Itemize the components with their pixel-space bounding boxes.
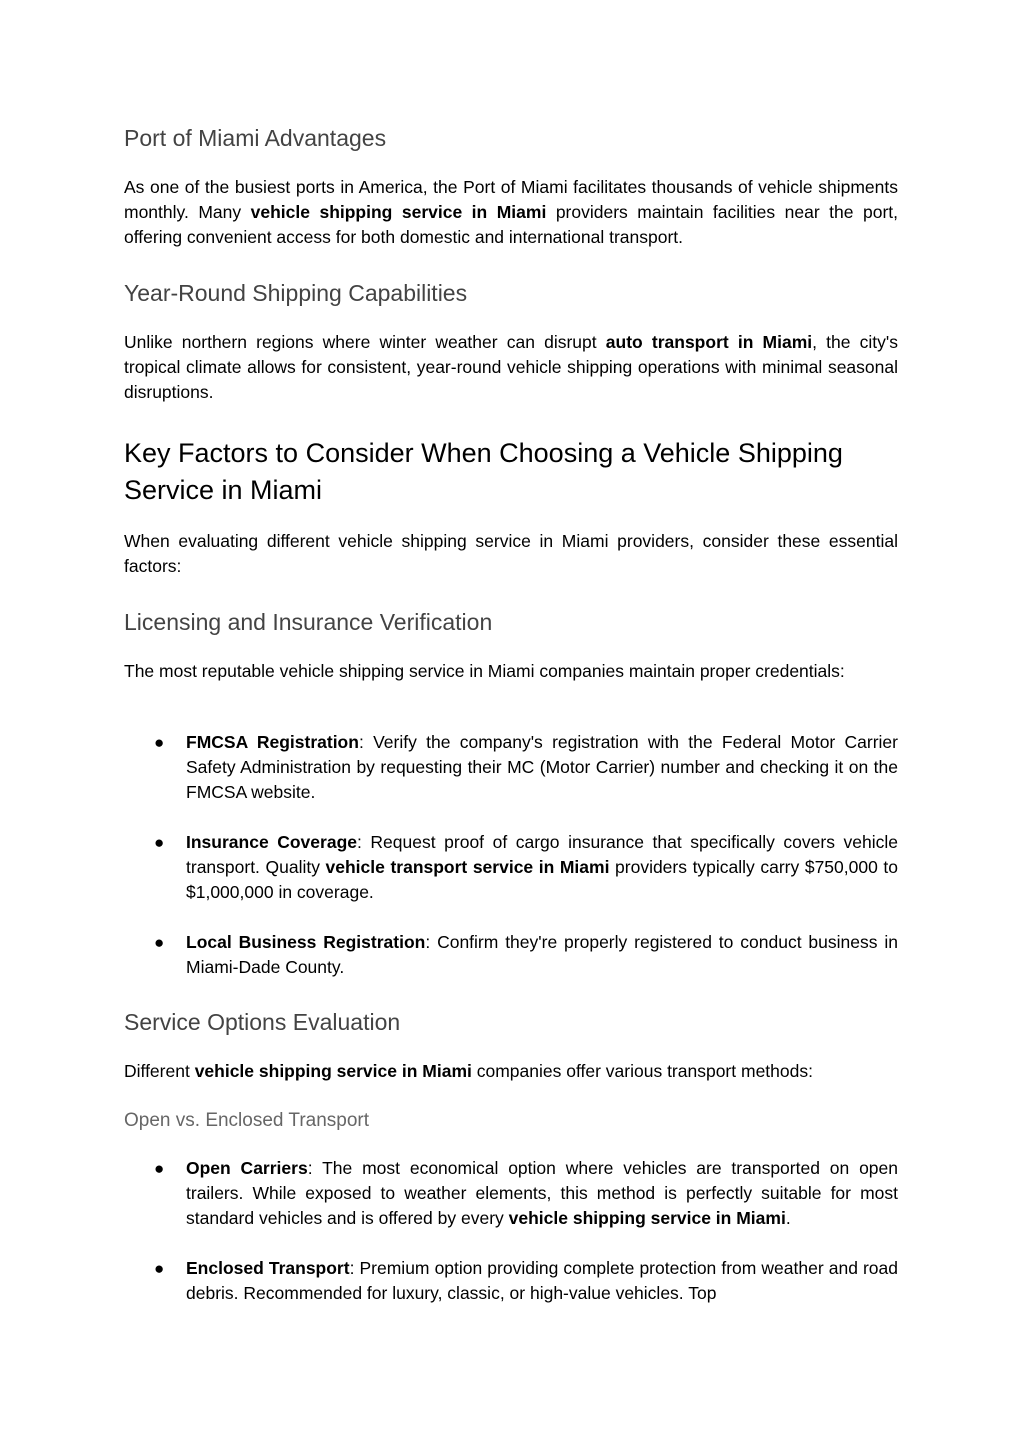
bullet-icon: ●	[154, 733, 165, 752]
bullet-text-1: : Confirm they're properly registered to conduct business in Miami-Dade County.	[186, 932, 898, 977]
port-heading: Port of Miami Advantages	[124, 125, 387, 151]
year-heading: Year-Round Shipping Capabilities	[124, 280, 468, 306]
port-para-text-2: providers maintain facilities near the port, offering convenient access for both domestic and international transport.	[124, 202, 899, 247]
bullet-text	[186, 830, 898, 905]
year-para-bold: auto transport in Miami	[605, 332, 813, 352]
bullet-bold-2: vehicle shipping service in Miami	[508, 1208, 786, 1228]
bullet-bold-2: vehicle transport service in Miami	[325, 857, 610, 877]
bullet-label: Enclosed Transport	[186, 1258, 350, 1278]
bullet-icon: ●	[154, 1159, 165, 1178]
bullet-label: Open Carriers	[186, 1158, 308, 1178]
bullet-text-1: : Premium option providing complete protection from weather and road debris. Recommended for luxury, classic, or high-value vehicles. Top	[186, 1258, 899, 1303]
bullet-label: FMCSA Registration	[186, 732, 359, 752]
bullet-label: Local Business Registration	[186, 932, 426, 952]
service-para-bold: vehicle shipping service in Miami	[194, 1061, 472, 1081]
bullet-text	[186, 1156, 898, 1231]
port-paragraph	[124, 175, 898, 250]
bullet-icon: ●	[154, 933, 165, 952]
bullet-text-2: providers typically carry $750,000 to $1,000,000 in coverage.	[186, 857, 898, 902]
bullet-text-2: .	[785, 1208, 791, 1228]
year-para-text-2: , the city's tropical climate allows for consistent, year-round vehicle shipping operations with minimal seasonal disruptions.	[124, 332, 898, 402]
key-factors-paragraph: When evaluating different vehicle shipping service in Miami providers, consider these essential factors:	[124, 531, 898, 576]
service-para-text-1: Different	[124, 1061, 195, 1081]
bullet-icon: ●	[154, 1259, 165, 1278]
service-para-text-2: companies offer various transport methods:	[471, 1061, 813, 1081]
year-paragraph	[124, 330, 898, 405]
bullet-icon: ●	[154, 833, 165, 852]
service-paragraph	[124, 1059, 898, 1084]
bullet-text-1: : Verify the company's registration with the Federal Motor Carrier Safety Administration by requesting their MC (Motor Carrier) number and checking it on the FMCSA website.	[186, 732, 898, 802]
port-para-bold: vehicle shipping service in Miami	[250, 202, 547, 222]
year-para-text-1: Unlike northern regions where winter weather can disrupt	[124, 332, 606, 352]
bullet-text	[186, 1256, 898, 1306]
port-para-text-1: As one of the busiest ports in America, the Port of Miami facilitates thousands of vehicle shipments monthly. Many	[124, 177, 898, 222]
bullet-text-1: : The most economical option where vehicles are transported on open trailers. While exposed to weather elements, this method is perfectly suitable for most standard vehicles and is offered by every	[186, 1158, 899, 1228]
bullet-text	[186, 730, 898, 805]
bullet-text-1: : Request proof of cargo insurance that specifically covers vehicle transport. Quality	[186, 832, 899, 877]
service-heading: Service Options Evaluation	[124, 1009, 401, 1035]
bullet-label: Insurance Coverage	[186, 832, 357, 852]
bullet-text	[186, 930, 898, 980]
licensing-heading: Licensing and Insurance Verification	[124, 609, 493, 635]
licensing-paragraph: The most reputable vehicle shipping service in Miami companies maintain proper credentials:	[124, 661, 845, 681]
key-factors-heading: Key Factors to Consider When Choosing a Vehicle Shipping Service in Miami	[124, 438, 843, 505]
open-enclosed-heading: Open vs. Enclosed Transport	[124, 1110, 370, 1131]
